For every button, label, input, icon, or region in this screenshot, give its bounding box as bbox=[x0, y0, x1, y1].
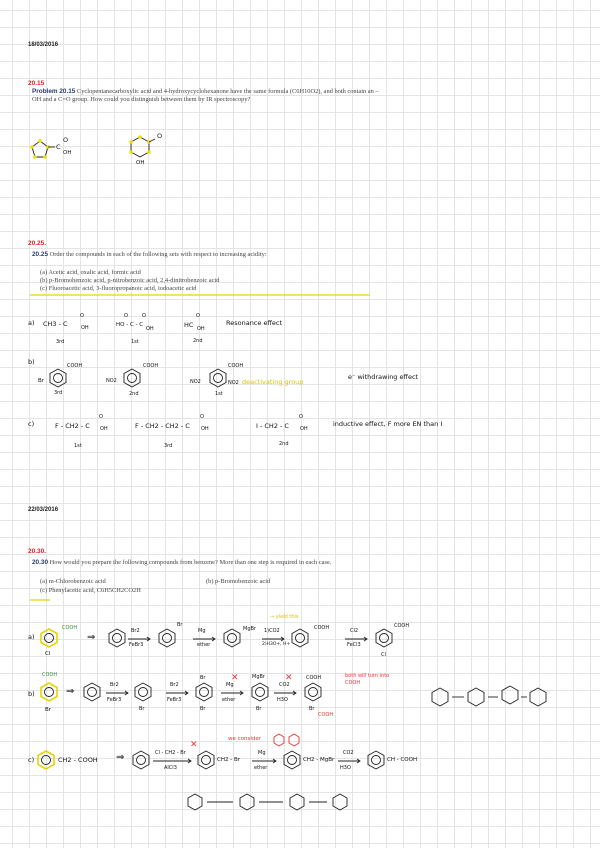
synth-b-int2-sub: Br bbox=[200, 675, 206, 681]
synth-b-arrow-3 bbox=[221, 691, 245, 695]
problem-20-30-text bbox=[32, 559, 332, 567]
b-compound-3-group: COOH bbox=[228, 363, 244, 369]
synth-c-arrow-1 bbox=[153, 759, 193, 763]
a-compound-2: HO - C - C bbox=[116, 322, 144, 328]
synth-a-r1-top: Br2 bbox=[131, 628, 140, 634]
synth-b-r1-bot: FeBr3 bbox=[107, 697, 122, 703]
question-number-20-15: 20.15 bbox=[28, 80, 45, 87]
synth-b-target-ring bbox=[38, 682, 60, 702]
problem-label: 20.25 bbox=[32, 251, 48, 258]
synth-c-r1-bot: AlCl3 bbox=[164, 765, 177, 771]
yellow-underline bbox=[30, 293, 385, 297]
synth-a-bromobenzene bbox=[157, 628, 177, 648]
synth-a-r4-bot: FeCl3 bbox=[347, 642, 361, 648]
synth-a-grignard bbox=[222, 628, 242, 648]
synth-b-target-group: COOH bbox=[42, 672, 58, 678]
date-2: 22/03/2016 bbox=[28, 507, 59, 513]
synth-c-arrow-2 bbox=[252, 759, 278, 763]
b-benzene-1 bbox=[48, 368, 68, 388]
synth-b-arrow-4 bbox=[274, 691, 298, 695]
synth-b-cross-1: ✕ bbox=[231, 673, 239, 683]
b-compound-2-sub: NO2 bbox=[106, 378, 117, 384]
b-benzene-3 bbox=[208, 368, 228, 388]
synth-a-product bbox=[374, 628, 394, 648]
a-compound-3-oh: OH bbox=[197, 326, 205, 332]
yellow-underline-2 bbox=[30, 598, 385, 602]
problem-intro: How would you prepare the following compounds from benzene? More than one step is required in each case. bbox=[49, 559, 332, 566]
mol1-oxygen: O bbox=[63, 136, 69, 144]
synth-b-arrow-2 bbox=[166, 691, 190, 695]
synth-a-target-ring bbox=[38, 628, 60, 648]
synth-b-r2-top: Br2 bbox=[170, 682, 179, 688]
synth-b-product bbox=[303, 682, 323, 702]
c-compound-3-o: O bbox=[299, 414, 303, 420]
synth-c-benzylbromide-ring bbox=[196, 750, 216, 770]
problem-30-item-b: (b) p-Bromobenzoic acid bbox=[206, 578, 271, 585]
synth-a-yellow-note: → yield this bbox=[270, 614, 299, 620]
date-1: 18/03/2016 bbox=[28, 42, 59, 48]
synth-b-r4-bot: H3O bbox=[277, 697, 288, 703]
synth-a-target-sub: Cl bbox=[45, 651, 51, 657]
synth-a-r2-top: Mg bbox=[198, 628, 206, 634]
synth-a-int1-sub: Br bbox=[177, 622, 183, 628]
synth-c-red-structure bbox=[272, 733, 302, 747]
synth-c-cross: ✕ bbox=[190, 740, 198, 750]
b-compound-1-group: COOH bbox=[67, 363, 83, 369]
a-compound-2-oh: OH bbox=[146, 326, 154, 332]
b-note: e⁻ withdrawing effect bbox=[348, 373, 419, 381]
b-compound-3-sub2: NO2 bbox=[228, 380, 239, 386]
synth-c-r2-bot: ether bbox=[254, 765, 268, 771]
synth-c-product-ring bbox=[366, 750, 386, 770]
synth-b-int3-sub: MgBr bbox=[252, 674, 265, 680]
synth-b-red-note: both will turn into COOH bbox=[345, 673, 390, 686]
pasted-reaction-scheme-c bbox=[185, 788, 355, 820]
question-number-20-25: 20.25. bbox=[28, 240, 47, 247]
problem-30-item-a: (a) m-Chlorobenzoic acid bbox=[40, 578, 106, 585]
a-compound-1-o: O bbox=[80, 313, 84, 319]
problem-label: 20.30 bbox=[32, 559, 48, 566]
c-note: inductive effect, F more EN than I bbox=[333, 420, 443, 428]
problem-20-25-text bbox=[32, 251, 352, 259]
synth-a-r3-top: 1)CO2 bbox=[264, 628, 280, 634]
synth-b-benzene bbox=[82, 682, 102, 702]
mol2-hydroxyl: OH bbox=[136, 160, 145, 166]
c-compound-3-oh: OH bbox=[300, 426, 308, 432]
b-highlight-note: deactivating group bbox=[242, 378, 304, 386]
synth-b-cross-2: ✕ bbox=[285, 673, 293, 683]
synth-a-r1-bot: FeBr3 bbox=[129, 642, 144, 648]
b-compound-2-rank: 2nd bbox=[129, 391, 139, 397]
a-compound-2-rank: 1st bbox=[131, 339, 139, 345]
synth-a-benzene bbox=[107, 628, 127, 648]
a-compound-2-o2: O bbox=[142, 313, 146, 319]
synth-c-target: CH2 - COOH bbox=[58, 756, 98, 764]
c-compound-3-rank: 2nd bbox=[279, 441, 289, 447]
synth-a-int3-sub: COOH bbox=[314, 625, 330, 631]
synth-c-arrow-3 bbox=[338, 759, 362, 763]
synth-b-bromobenzene bbox=[133, 682, 153, 702]
a-compound-1-oh: OH bbox=[81, 325, 89, 331]
b-compound-1-sub: Br bbox=[38, 378, 45, 384]
synth-a-final-sub: Cl bbox=[381, 652, 386, 658]
part-c-label: c) bbox=[28, 420, 35, 428]
synth-b-r2-bot: FeBr3 bbox=[167, 697, 182, 703]
a-compound-3-rank: 2nd bbox=[193, 338, 203, 344]
synth-a-benzoic bbox=[290, 628, 310, 648]
c-compound-1-oh: OH bbox=[100, 426, 108, 432]
question-number-20-30: 20.30. bbox=[28, 548, 47, 555]
synth-b-int1-sub: Br bbox=[139, 706, 145, 712]
synth-c-grignard-ring bbox=[282, 750, 302, 770]
b-compound-2-group: COOH bbox=[143, 363, 159, 369]
synth-c-r3-bot: H3O bbox=[340, 765, 351, 771]
synth-a-int2-sub: MgBr bbox=[243, 626, 256, 632]
synth-a-target-group: COOH bbox=[62, 625, 78, 631]
synth-c-implies: ⇒ bbox=[116, 752, 125, 763]
synth-a-r3-bot: 2)H3O+, H+ bbox=[262, 642, 291, 647]
problem-item-b: (b) p-Bromobenzoic acid, p-nitrobenzoic acid, 2,4-dinitrobenzoic acid bbox=[40, 277, 220, 284]
synth-b-int2-sub2: Br bbox=[200, 706, 206, 712]
synth-b-r3-top: Mg bbox=[226, 682, 234, 688]
c-compound-1: F - CH2 - C bbox=[55, 422, 90, 430]
synth-c-label: c) bbox=[28, 756, 35, 764]
synth-c-benzene bbox=[131, 750, 151, 770]
synth-a-arrow-3 bbox=[262, 637, 286, 641]
synth-a-implies: ⇒ bbox=[87, 632, 96, 643]
problem-30-item-c: (c) Phenylacetic acid, C6H5CH2CO2H bbox=[40, 587, 141, 594]
synth-b-implies: ⇒ bbox=[66, 686, 75, 697]
synth-b-r1-top: Br2 bbox=[110, 682, 119, 688]
synth-a-final-group: COOH bbox=[394, 623, 410, 629]
synth-b-dibromobenzene bbox=[194, 682, 214, 702]
a-compound-1: CH3 - C bbox=[43, 320, 68, 328]
synth-b-final-sub: Br bbox=[309, 706, 315, 712]
synth-a-arrow-1 bbox=[128, 637, 152, 641]
c-compound-2-rank: 3rd bbox=[164, 443, 173, 449]
synth-a-r2-bot: ether bbox=[197, 642, 211, 648]
c-compound-1-o: O bbox=[99, 414, 103, 420]
synth-b-label: b) bbox=[28, 690, 35, 698]
synth-b-red-sub: COOH bbox=[318, 712, 334, 718]
c-compound-2-o: O bbox=[200, 414, 204, 420]
part-a-label: a) bbox=[28, 319, 35, 327]
synth-a-arrow-4 bbox=[345, 637, 369, 641]
synth-a-label: a) bbox=[28, 633, 35, 641]
synth-a-arrow-2 bbox=[193, 637, 217, 641]
problem-body: Cyclopentanecarboxylic acid and 4-hydroxycyclohexanone have the same formula (C6H10O2), and both contain an –OH and a C=O group. How could you distinguish between them by IR spectroscopy? bbox=[32, 88, 379, 103]
synth-c-r3-top: CO2 bbox=[343, 750, 354, 756]
synth-c-int2: CH2 - MgBr bbox=[303, 757, 335, 763]
mol1-hydroxyl: OH bbox=[63, 150, 72, 156]
synth-c-final: CH - COOH bbox=[387, 757, 418, 763]
b-compound-1-rank: 3rd bbox=[54, 390, 63, 396]
problem-item-a: (a) Acetic acid, oxalic acid, formic acid bbox=[40, 269, 141, 276]
synth-c-target-ring bbox=[36, 750, 56, 770]
problem-20-15-text bbox=[32, 88, 387, 104]
synth-c-red-note: we consider bbox=[228, 736, 262, 742]
problem-label: Problem 20.15 bbox=[32, 88, 76, 95]
a-compound-1-rank: 3rd bbox=[56, 339, 65, 345]
b-compound-3-sub: NO2 bbox=[190, 379, 201, 385]
part-b-label: b) bbox=[28, 358, 35, 366]
b-compound-3-rank: 1st bbox=[215, 391, 223, 397]
b-benzene-2 bbox=[122, 368, 142, 388]
synth-c-r1-top: Cl - CH2 - Br bbox=[155, 750, 186, 756]
synth-c-r2-top: Mg bbox=[258, 750, 266, 756]
problem-intro: Order the compounds in each of the following sets with respect to increasing acidity: bbox=[49, 251, 267, 258]
synth-b-arrow-1 bbox=[106, 691, 130, 695]
synth-b-final-group: COOH bbox=[306, 675, 322, 681]
synth-b-grignard bbox=[250, 682, 270, 702]
a-note: Resonance effect bbox=[226, 319, 283, 327]
synth-b-r3-bot: ether bbox=[222, 697, 236, 703]
a-compound-3: HC bbox=[184, 321, 194, 329]
c-compound-2-oh: OH bbox=[201, 426, 209, 432]
c-compound-1-rank: 1st bbox=[74, 443, 82, 449]
synth-b-int3-sub2: Br bbox=[256, 706, 262, 712]
synth-a-r4-top: Cl2 bbox=[350, 628, 359, 634]
mol2-oxygen: O bbox=[157, 132, 163, 140]
a-compound-2-o: O bbox=[124, 313, 128, 319]
mol1-carbon: C bbox=[56, 143, 61, 151]
problem-item-c: (c) Fluoroacetic acid, 3-fluoropropanoic acid, iodoacetic acid bbox=[40, 285, 197, 292]
a-compound-3-o: O bbox=[196, 313, 200, 319]
synth-b-target-sub: Br bbox=[45, 707, 52, 713]
c-compound-2: F - CH2 - CH2 - C bbox=[135, 422, 190, 430]
synth-b-r4-top: CO2 bbox=[279, 682, 290, 688]
pasted-reaction-scheme-b bbox=[428, 678, 548, 718]
synth-c-int1: CH2 - Br bbox=[217, 757, 240, 763]
c-compound-3: I - CH2 - C bbox=[256, 422, 289, 430]
